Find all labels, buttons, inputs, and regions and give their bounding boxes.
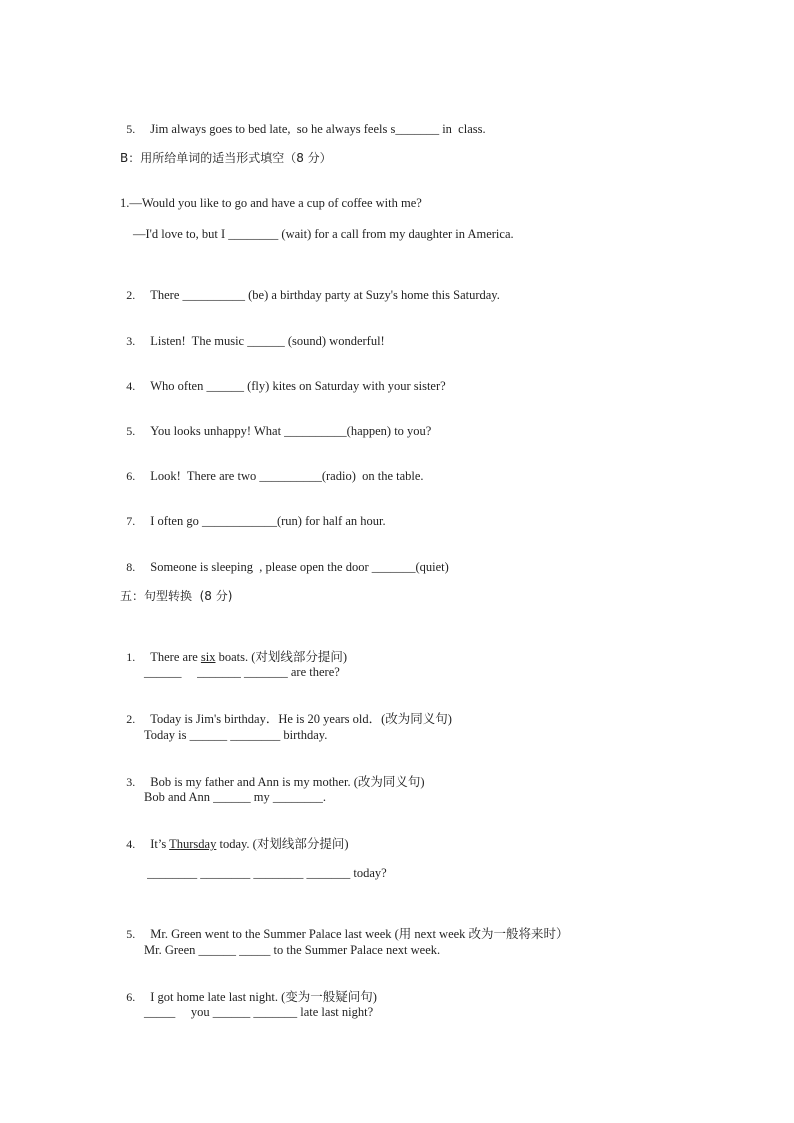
question-text: Someone is sleeping , please open the door _______(quiet): [150, 560, 449, 574]
answer-5-5: Mr. Green ______ _____ to the Summer Palace next week.: [144, 943, 441, 957]
question-number: 4.: [126, 837, 136, 851]
question-b7: [120, 497, 386, 529]
question-number: 4.: [126, 379, 136, 393]
question-text-post: today. (对划线部分提问): [216, 837, 349, 851]
question-5-2: [120, 695, 452, 727]
section-5-title: 五：句型转换 (8 分): [120, 589, 233, 603]
question-text: Bob is my father and Ann is my mother. (改为同义句): [150, 775, 425, 789]
question-text: Look! There are two __________(radio) on the table.: [150, 469, 424, 483]
question-b4: [120, 362, 446, 394]
question-text-post: boats. (对划线部分提问): [215, 650, 348, 664]
question-b5: [120, 407, 431, 439]
question-a5: [120, 105, 486, 137]
question-number: 2.: [126, 288, 136, 302]
question-number: 2.: [126, 712, 136, 726]
question-text: I often go ____________(run) for half an hour.: [150, 514, 386, 528]
answer-5-1: ______ _______ _______ are there?: [144, 665, 340, 679]
question-number: 5.: [126, 424, 136, 438]
answer-5-6: _____ you ______ _______ late last night?: [144, 1005, 374, 1019]
question-text-pre: It’s: [150, 837, 170, 851]
answer-5-2: Today is ______ ________ birthday.: [144, 728, 328, 742]
answer-5-3: Bob and Ann ______ my ________.: [144, 790, 326, 804]
question-number: 6.: [126, 469, 136, 483]
section-b-title: B：用所给单词的适当形式填空（8 分）: [120, 151, 332, 165]
question-number: 5.: [126, 122, 136, 136]
question-b2: [120, 271, 500, 303]
question-number: 5.: [126, 927, 136, 941]
question-b3: [120, 317, 385, 349]
question-b1-line1: 1.—Would you like to go and have a cup of coffee with me?: [120, 196, 422, 210]
question-text: Who often ______ (fly) kites on Saturday with your sister?: [150, 379, 446, 393]
question-5-6: [120, 973, 377, 1005]
question-text: Listen! The music ______ (sound) wonderful!: [150, 334, 385, 348]
question-number: 1.: [126, 650, 136, 664]
question-number: 8.: [126, 560, 136, 574]
question-text: Jim always goes to bed late, so he always feels s_______ in class.: [150, 122, 486, 136]
question-text: I got home late last night. (变为一般疑问句): [150, 990, 377, 1004]
question-5-4: [120, 820, 349, 852]
question-text: Today is Jim's birthday．He is 20 years old．(改为同义句): [150, 712, 452, 726]
question-5-3: [120, 758, 425, 790]
question-text: There __________ (be) a birthday party at Suzy's home this Saturday.: [150, 288, 500, 302]
question-5-5: [120, 910, 569, 942]
question-number: 3.: [126, 334, 136, 348]
underlined-word: Thursday: [169, 837, 217, 851]
question-number: 6.: [126, 990, 136, 1004]
question-b8: [120, 543, 449, 575]
question-b1-line2: —I'd love to, but I ________ (wait) for a call from my daughter in America.: [133, 227, 514, 241]
question-b6: [120, 452, 424, 484]
question-text-pre: There are: [150, 650, 201, 664]
question-number: 7.: [126, 514, 136, 528]
answer-5-4: ________ ________ ________ _______ today?: [144, 866, 387, 880]
question-5-1: [120, 633, 347, 665]
underlined-word: six: [200, 650, 216, 664]
question-text: You looks unhappy! What __________(happen) to you?: [150, 424, 432, 438]
question-number: 3.: [126, 775, 136, 789]
question-text: Mr. Green went to the Summer Palace last week (用 next week 改为一般将来时）: [150, 927, 569, 941]
